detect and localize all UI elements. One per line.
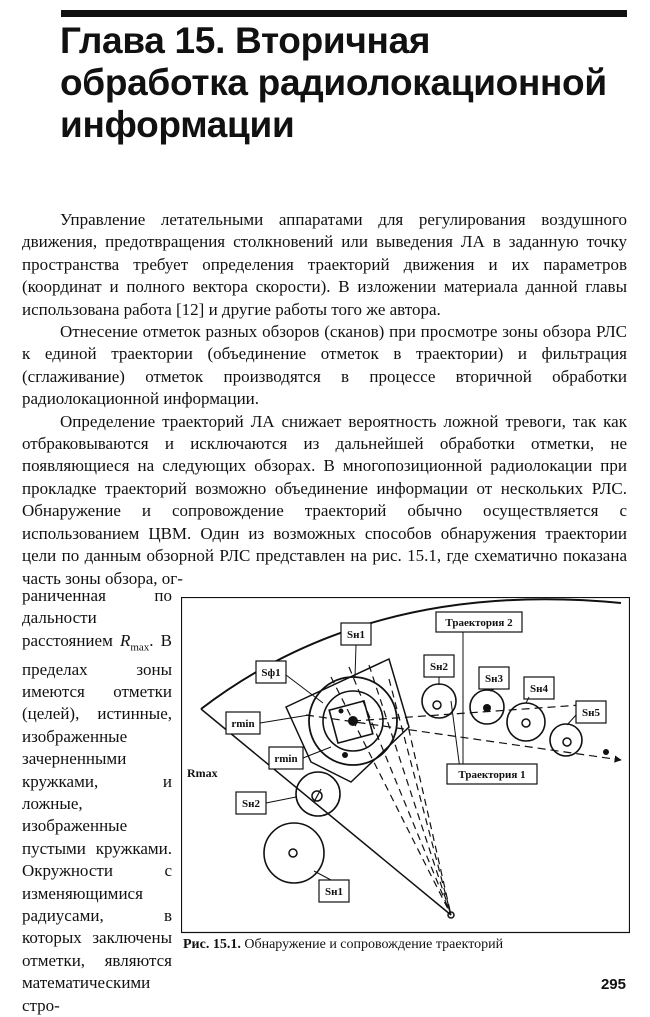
label-rmin-2: rmin	[274, 753, 298, 765]
figure-caption-label: Рис. 15.1.	[183, 937, 241, 952]
top-rule	[61, 10, 627, 17]
label-sn3: Sн3	[485, 673, 503, 685]
chapter-title-line-2: обработка радиолокационной	[60, 62, 607, 103]
figure-frame	[182, 598, 630, 933]
target-mark-small	[339, 709, 344, 714]
wrapped-paragraph	[22, 585, 172, 1017]
page-number: 295	[600, 976, 626, 993]
label-sn1-top: Sн1	[347, 629, 365, 641]
chapter-title-line-1: Глава 15. Вторичная	[60, 20, 431, 61]
figure-caption-text: Обнаружение и сопровождение траекторий	[244, 937, 504, 952]
gate-circle-left-n1	[264, 823, 324, 883]
wrap-text-before: раниченная по дальности расстоянием	[22, 586, 172, 650]
target-mark-low	[342, 752, 348, 758]
chapter-title-line-3: информации	[60, 104, 295, 145]
label-rmax: Rmax	[187, 766, 218, 780]
label-rmin-1: rmin	[231, 718, 255, 730]
trajectory-diagram	[181, 597, 630, 937]
label-sn1-bottom: Sн1	[325, 886, 343, 898]
label-sn2-right: Sн2	[430, 661, 448, 673]
figure-caption	[183, 936, 623, 954]
label-sn5: Sн5	[582, 707, 600, 719]
paragraph-2: Отнесение отметок разных обзоров (сканов) при просмотре зоны обзора РЛС к единой траектории (объединение отметок в траектории) и фильтрация (сглаживание) отметок производятся в процессе вторичной обработки радиолокационной информации.	[22, 322, 627, 409]
figure-15-1	[181, 597, 630, 937]
rmax-symbol: R	[119, 630, 131, 650]
label-sn4: Sн4	[530, 683, 548, 695]
label-trajectory-2: Траектория 2	[445, 617, 513, 629]
body-text	[22, 209, 627, 590]
target-mark-n3	[483, 704, 491, 712]
chapter-title	[60, 20, 630, 146]
paragraph-1: Управление летательными аппаратами для регулирования воздушного движения, предотвращения столкновений или выведения ЛА в заданную точку пространства требует определения траекторий движения и их параметров (координат и полного вектора скорости). В изложении материала данной главы использована работа [12] и другие работы того же автора.	[22, 210, 627, 319]
label-sphi1: Sф1	[261, 667, 281, 679]
label-sn2-left: Sн2	[242, 798, 260, 810]
wrap-text-after: . В пределах зоны имеются отметки (целей), истинные, изображенные зачерненными кружками, и ложные, изображенные пустыми кружками. Окружности с изменяющимися радиусами, в которых заключены отметки, являются математическими стро-	[22, 630, 172, 1015]
gate-circle-n5	[550, 724, 582, 756]
paragraph-3: Определение траекторий ЛА снижает вероятность ложной тревоги, так как отбраковываются и исключаются из дальнейшей обработки отметки, не появляющиеся на следующих обзорах. В многопозиционной радиолокации при прокладке траекторий возможно объединение информации от нескольких РЛС. Обнаружение и сопровождение траекторий обычно осуществляется с использованием ЦВМ. Один из возможных способов обнаружения траектории цели по данным обзорной РЛС представлен на рис. 15.1, где схематично показана часть зоны обзора, ог-	[22, 411, 627, 588]
rmax-subscript: max	[130, 641, 150, 654]
zone-boundary-arc	[201, 599, 621, 709]
label-trajectory-1: Траектория 1	[458, 769, 526, 781]
trajectory-2-line	[353, 705, 581, 721]
